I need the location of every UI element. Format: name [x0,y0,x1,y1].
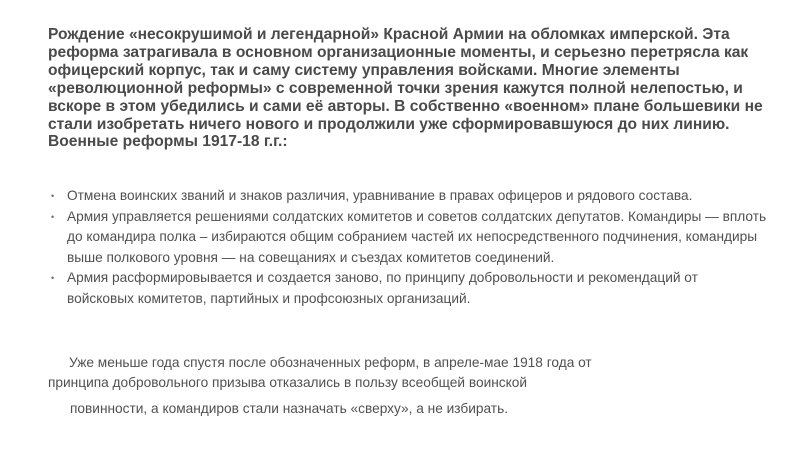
closing-line-3: повинности, а командиров стали назначать «сверху», а не избирать. [70,400,509,416]
bullet-text: Армия управляется решениями солдатских комитетов и советов солдатских депутатов. Командиры — вплоть до командира полка – избираются общим собранием частей их непосредственного подчинения, командиры выше полкового уровня — на совещаниях и съездах комитетов соединений. [67,208,767,265]
bullet-marker-icon: • [51,273,55,283]
bullet-list [48,186,768,309]
bullet-marker-icon: • [51,211,55,222]
closing-line-1: Уже меньше года спустя после обозначенных реформ, в апреле-мае 1918 года от [69,355,592,370]
bullet-text: Армия расформировывается и создается заново, по принципу добровольности и рекомендаций от войсковых комитетов, партийных и профсоюзных организаций. [67,270,698,306]
bullet-item-rank-abolition [48,186,768,207]
bullet-text: Отмена воинских званий и знаков различия, уравнивание в правах офицеров и рядового состава. [67,188,693,203]
slide-heading: Рождение «несокрушимой и легендарной» Красной Армии на обломках имперской. Эта реформа затрагивала в основном организационные моменты, и серьезно перетрясла как офицерский корпус, так и саму систему управления войсками. Многие элементы «революционной реформы» с современной точки зрения кажутся полной нелепостью, и вскоре в этом убедились и сами её авторы. В собственно «военном» плане большевики не стали изобретать ничего нового и продолжили уже сформировавшуюся до них линию. Военные реформы 1917-18 г.г.: [48,26,763,151]
closing-line-2: принципа добровольного призыва отказались в пользу всеобщей воинской [48,374,528,390]
closing-paragraph [48,353,768,418]
bullet-item-army-disbanded [48,268,768,309]
bullet-marker-icon: • [51,191,55,201]
bullet-item-soldier-committees [48,207,768,269]
